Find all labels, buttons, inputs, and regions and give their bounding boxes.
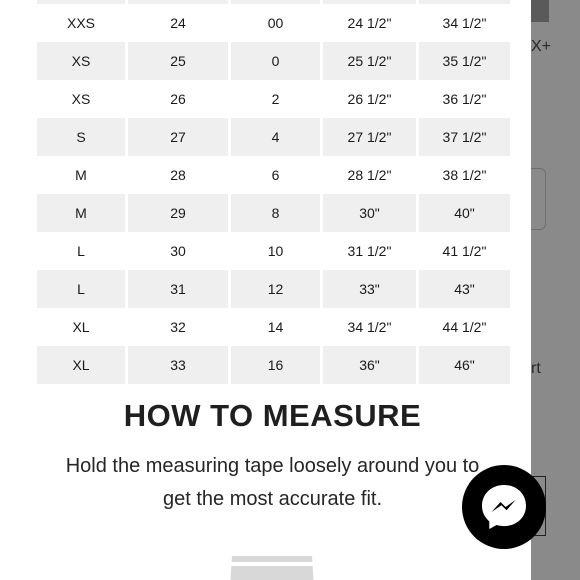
table-cell: 10 (267, 243, 284, 259)
table-cell: 37 1/2" (419, 118, 510, 156)
table-cell: 33 (128, 346, 228, 384)
table-cell: 31 (128, 270, 228, 308)
table-row (37, 308, 507, 346)
table-cell: 34 1/2" (442, 15, 487, 31)
table-cell: 2 (271, 91, 280, 107)
table-cell: 44 1/2" (442, 319, 487, 335)
size-chart-table (37, 0, 507, 384)
table-cell: 12 (231, 270, 320, 308)
table-cell: 26 (170, 91, 186, 107)
table-cell: L (77, 243, 85, 259)
table-row (37, 80, 507, 118)
table-cell: 32 (170, 319, 186, 335)
table-cell: 35 1/2" (419, 42, 510, 80)
table-cell: 25 (128, 42, 228, 80)
background-select-box (531, 168, 546, 230)
table-cell: 8 (231, 194, 320, 232)
table-cell: 29 (128, 194, 228, 232)
table-cell: 33" (323, 270, 416, 308)
table-row (37, 118, 507, 156)
table-cell: 40" (419, 194, 510, 232)
table-cell: 36 1/2" (442, 91, 487, 107)
how-to-measure-text: Hold the measuring tape loosely around you to get the most accurate fit. (65, 455, 480, 510)
messenger-icon (478, 481, 530, 533)
table-cell: 30" (323, 194, 416, 232)
table-row (37, 4, 507, 42)
table-cell: L (37, 270, 125, 308)
table-cell: 26 1/2" (347, 91, 392, 107)
table-cell: 0 (231, 42, 320, 80)
table-cell: XL (72, 319, 90, 335)
table-cell: 41 1/2" (442, 243, 487, 259)
table-cell: 00 (267, 15, 284, 31)
table-cell: 34 1/2" (347, 319, 392, 335)
table-row (37, 270, 507, 308)
table-cell: 24 1/2" (347, 15, 392, 31)
table-cell: M (75, 167, 87, 183)
table-cell: 4 (231, 118, 320, 156)
table-cell: 28 1/2" (347, 167, 392, 183)
table-cell: 25 1/2" (323, 42, 416, 80)
table-cell: XXS (66, 15, 95, 31)
table-row (37, 346, 507, 384)
background-bar (531, 0, 549, 22)
table-cell: 36" (323, 346, 416, 384)
table-cell: 38 1/2" (442, 167, 487, 183)
table-cell: XS (71, 91, 91, 107)
background-text: X+ (531, 38, 552, 55)
measuring-illustration (226, 556, 318, 580)
table-cell: 6 (271, 167, 280, 183)
table-cell: XS (37, 42, 125, 80)
table-cell: 43" (419, 270, 510, 308)
table-cell: M (37, 194, 125, 232)
table-cell: 16 (231, 346, 320, 384)
table-cell: 14 (267, 319, 284, 335)
table-row (37, 232, 507, 270)
table-cell: S (37, 118, 125, 156)
table-cell: XL (37, 346, 125, 384)
table-row (37, 194, 507, 232)
messenger-chat-button[interactable] (462, 465, 546, 549)
table-cell: 30 (170, 243, 186, 259)
table-cell: 31 1/2" (347, 243, 392, 259)
table-cell: 28 (170, 167, 186, 183)
table-row (37, 156, 507, 194)
table-cell: 24 (170, 15, 186, 31)
table-cell: 46" (419, 346, 510, 384)
how-to-measure-title: HOW TO MEASURE (123, 398, 422, 433)
table-cell: 27 1/2" (323, 118, 416, 156)
background-text: rt (531, 360, 541, 377)
table-cell: 27 (128, 118, 228, 156)
table-row (37, 42, 507, 80)
